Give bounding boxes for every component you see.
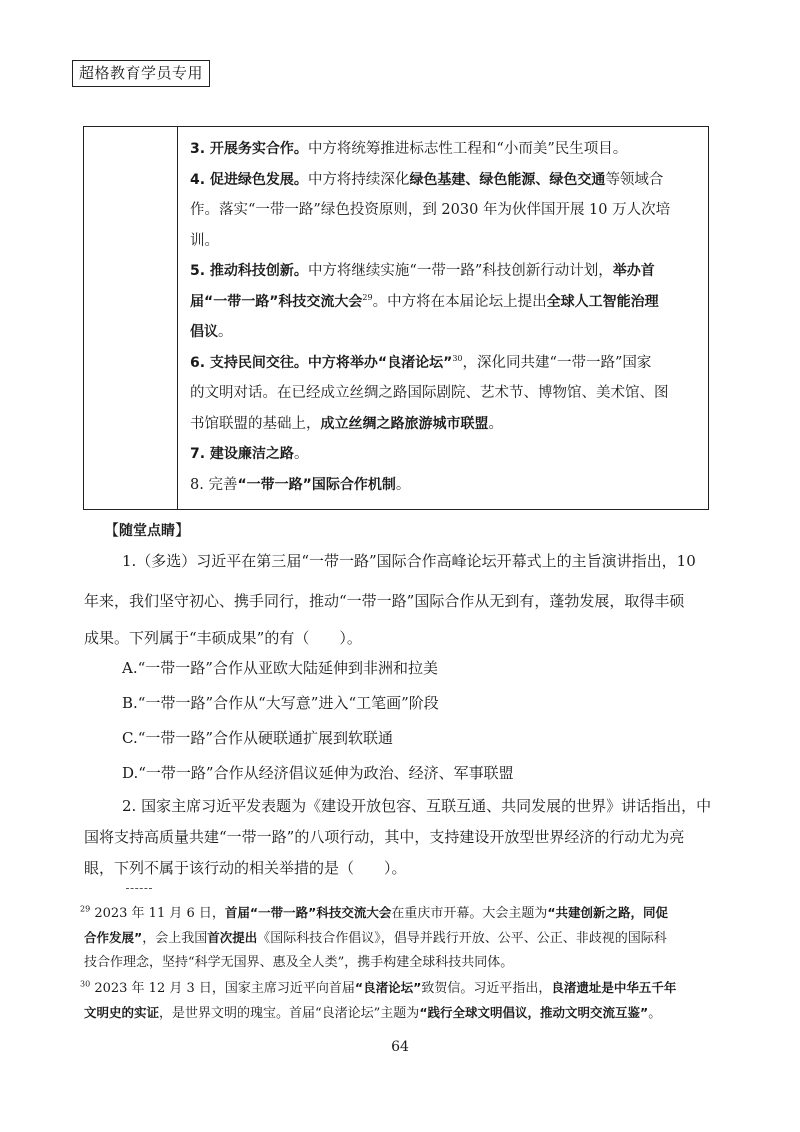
footnote-divider — [126, 888, 152, 889]
question-2-line: 2. 国家主席习近平发表题为《建设开放包容、互联互通、共同发展的世界》讲话指出，中 — [122, 797, 712, 815]
option-c: C.“一带一路”合作从硬联通扩展到软联通 — [122, 729, 394, 747]
table-line: 5. 推动科技创新。中方将继续实施“一带一路”科技创新行动计划，举办首 — [190, 263, 655, 279]
table-line: 书馆联盟的基础上，成立丝绸之路旅游城市联盟。 — [190, 415, 503, 432]
question-1-line: 成果。下列属于“丰硕成果”的有（ ）。 — [84, 629, 362, 647]
section-title: 【随堂点睛】 — [104, 521, 191, 539]
question-1-line: 年来，我们坚守初心、携手同行，推动“一带一路”国际合作从无到有，蓬勃发展，取得丰硕 — [84, 592, 685, 610]
content-table — [83, 126, 709, 510]
option-a: A.“一带一路”合作从亚欧大陆延伸到非洲和拉美 — [122, 659, 438, 677]
footnote-29: $^{29}$ 2023 年 11 月 6 日，首届“一带一路”科技交流大会在重庆市开幕。大会主题为“共建创新之路，同促 — [80, 904, 669, 921]
footnote-29-line: 合作发展”，会上我国首次提出《国际科技合作倡议》，倡导并践行开放、公平、公正、非歧视的国际科 — [84, 930, 667, 946]
footnote-ref: 29 — [362, 292, 373, 302]
question-2-line: 国将支持高质量共建“一带一路”的八项行动，其中，支持建设开放型世界经济的行动尤为亮 — [84, 828, 685, 846]
question-2-line: 眼，下列不属于该行动的相关举措的是（ ）。 — [84, 859, 407, 877]
option-d: D.“一带一路”合作从经济倡议延伸为政治、经济、军事联盟 — [122, 764, 514, 782]
table-line: 倡议。 — [190, 324, 233, 340]
table-line: 4. 促进绿色发展。中方将持续深化绿色基建、绿色能源、绿色交通等领域合 — [190, 171, 664, 188]
table-line: 届“一带一路”科技交流大会$^{29}$。中方将在本届论坛上提出全球人工智能治理 — [190, 292, 659, 310]
footnote-ref: 30 — [452, 353, 463, 363]
table-line: 的文明对话。在已经成立丝绸之路国际剧院、艺术节、博物馆、美术馆、图 — [190, 385, 669, 401]
footnote-30: $^{30}$ 2023 年 12 月 3 日，国家主席习近平向首届“良渚论坛”致贺信。习近平指出，良渚遗址是中华五千年 — [80, 979, 677, 996]
table-line: 训。 — [190, 232, 219, 249]
question-1-line: 1.（多选）习近平在第三届“一带一路”国际合作高峰论坛开幕式上的主旨演讲指出，10 — [122, 552, 696, 570]
table-line: 6. 支持民间交往。中方将举办“良渚论坛”$^{30}$，深化同共建“一带一路”国家 — [190, 353, 652, 371]
page-number: 64 — [391, 1039, 409, 1055]
table-line: 作。落实“一带一路”绿色投资原则，到 2030 年为伙伴国开展 10 万人次培 — [190, 202, 671, 218]
table-right-column — [178, 127, 708, 500]
table-line: 3. 开展务实合作。中方将统筹推进标志性工程和“小而美”民生项目。 — [190, 141, 628, 157]
footnote-29-line: 技合作理念，坚持“科学无国界、惠及全人类”，携手构建全球科技共同体。 — [84, 955, 514, 970]
table-line: 8. 完善“一带一路”国际合作机制。 — [190, 476, 411, 493]
table-left-column — [84, 127, 178, 509]
option-b: B.“一带一路”合作从“大写意”进入“工笔画”阶段 — [122, 694, 439, 712]
footnote-30-line: 文明史的实证，是世界文明的瑰宝。首届“良渚论坛”主题为“践行全球文明倡议，推动文明交流互鉴”。 — [84, 1005, 662, 1021]
table-line: 7. 建设廉洁之路。 — [190, 446, 309, 462]
header-label: 超格教育学员专用 — [72, 60, 210, 87]
